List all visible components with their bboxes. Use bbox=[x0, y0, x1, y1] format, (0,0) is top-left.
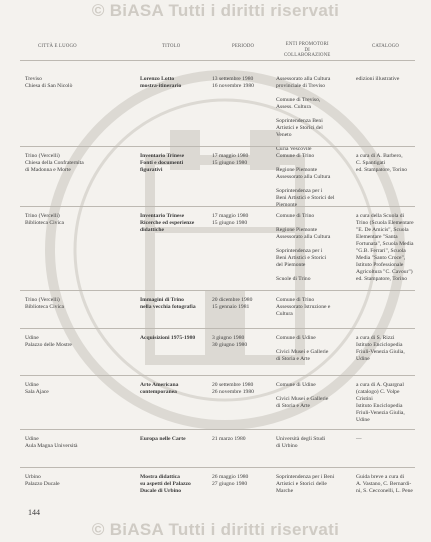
cell-catalog-line: Istituto Enciclopedia bbox=[356, 403, 403, 409]
cell-promoters-line: Piemonte bbox=[276, 202, 298, 208]
cell-promoters-line bbox=[276, 342, 328, 349]
cell-catalog bbox=[356, 213, 414, 283]
cell-period-line: 13 settembre 1980 bbox=[212, 76, 254, 82]
cell-title-line: Arte Americana bbox=[140, 382, 179, 388]
cell-title-line: Immagini di Trino bbox=[140, 297, 184, 303]
cell-title bbox=[140, 474, 191, 495]
cell-title-line: Fonti e documenti bbox=[140, 160, 184, 166]
cell-title bbox=[140, 76, 181, 90]
header-period: PERIODO bbox=[232, 44, 255, 49]
cell-city-line: Treviso bbox=[25, 76, 42, 82]
cell-promoters-line: Comune di Trino bbox=[276, 153, 315, 159]
cell-promoters-line: Regione Piemonte bbox=[276, 227, 318, 233]
row-rule bbox=[20, 206, 415, 207]
cell-promoters-line bbox=[276, 160, 334, 167]
cell-period-line: 26 maggio 1980 bbox=[212, 474, 249, 480]
cell-city bbox=[25, 213, 64, 227]
cell-catalog bbox=[356, 382, 405, 424]
cell-city bbox=[25, 153, 84, 174]
cell-period-line: 30 giugno 1980 bbox=[212, 342, 248, 348]
cell-promoters-line: Soprintendenza per i Beni bbox=[276, 474, 335, 480]
cell-title-line: Lorenzo Lotto bbox=[140, 76, 175, 82]
cell-city-line: Biblioteca Civica bbox=[25, 304, 64, 310]
cell-promoters-line: Artistici e Storici delle bbox=[276, 481, 327, 487]
cell-promoters bbox=[276, 382, 328, 410]
cell-promoters-line: Assess. Cultura bbox=[276, 104, 311, 110]
watermark-bottom: © BiASA Tutti i diritti riservati bbox=[91, 520, 340, 539]
cell-promoters-line: Comune di Trino bbox=[276, 297, 315, 303]
cell-promoters-line: di Storia e Arte bbox=[276, 356, 311, 362]
cell-title-line: Ricerche ed esperienze bbox=[140, 220, 195, 226]
cell-period-line: 17 maggio 1980 bbox=[212, 213, 249, 219]
cell-promoters-line: Soprintendenza per i bbox=[276, 248, 323, 254]
cell-promoters-line: Assessorato alla Cultura bbox=[276, 234, 331, 240]
cell-city-line: Palazzo Ducale bbox=[25, 481, 60, 487]
cell-period-line: 15 giugno 1980 bbox=[212, 160, 248, 166]
cell-promoters-line: Regione Piemonte bbox=[276, 167, 318, 173]
cell-promoters-line bbox=[276, 90, 330, 97]
cell-promoters bbox=[276, 335, 328, 363]
cell-title-line: nella vecchia fotografia bbox=[140, 304, 196, 310]
cell-promoters-line bbox=[276, 241, 330, 248]
cell-period bbox=[212, 436, 246, 443]
cell-period-line: 15 gennaio 1981 bbox=[212, 304, 250, 310]
cell-catalog-line: Guida breve a cura di bbox=[356, 474, 405, 480]
cell-promoters-line: Comune di Trino bbox=[276, 213, 315, 219]
cell-catalog-line: Udine bbox=[356, 356, 370, 362]
cell-catalog-line: Friuli-Venezia Giulia, bbox=[356, 410, 405, 416]
cell-promoters-line: di Storia e Arte bbox=[276, 403, 311, 409]
cell-title bbox=[140, 297, 196, 311]
cell-promoters-line: Università degli Studi bbox=[276, 436, 326, 442]
cell-catalog-line: Istituto Professionale bbox=[356, 262, 404, 268]
cell-catalog-line: "G.B. Ferrari", Scuola bbox=[356, 248, 406, 254]
cell-city bbox=[25, 76, 72, 90]
cell-catalog-line: Istituto Enciclopedia bbox=[356, 342, 403, 348]
cell-promoters-line: Beni Artistici e Storici bbox=[276, 255, 327, 261]
cell-period bbox=[212, 213, 248, 227]
cell-city-line: Urbino bbox=[25, 474, 41, 480]
cell-promoters-line: Veneto bbox=[276, 132, 292, 138]
cell-catalog-line: Trino (Scuola Elementare bbox=[356, 220, 414, 226]
cell-promoters bbox=[276, 297, 330, 318]
cell-title bbox=[140, 436, 186, 443]
cell-city-line: Udine bbox=[25, 436, 39, 442]
row-rule bbox=[20, 375, 415, 376]
cell-city-line: Trino (Vercelli) bbox=[25, 153, 60, 159]
cell-city-line: Palazzo delle Mostre bbox=[25, 342, 72, 348]
cell-promoters-line: Soprintendenza Beni bbox=[276, 118, 323, 124]
cell-city-line: Udine bbox=[25, 382, 39, 388]
cell-period-line: 20 dicembre 1980 bbox=[212, 297, 253, 303]
cell-promoters-line: Curia Vescovile bbox=[276, 146, 312, 152]
header-city: CITTÀ E LUOGO bbox=[38, 44, 77, 49]
cell-promoters-line: di Urbino bbox=[276, 443, 298, 449]
cell-period bbox=[212, 76, 254, 90]
cell-catalog-line: ed. Stampatore, Torino bbox=[356, 276, 408, 282]
cell-catalog-line: ni, S. Cecconelli, L. Pene bbox=[356, 488, 413, 494]
cell-promoters bbox=[276, 436, 325, 450]
cell-promoters bbox=[276, 213, 330, 283]
cell-promoters-line: Comune di Udine bbox=[276, 335, 316, 341]
cell-title-line: Acquisizioni 1975-1980 bbox=[140, 335, 196, 341]
header-promoters-line: COLLABORAZIONE bbox=[284, 53, 331, 58]
cell-period bbox=[212, 297, 252, 311]
cell-period-line: 17 maggio 1980 bbox=[212, 153, 249, 159]
cell-title-line: Inventario Trinese bbox=[140, 153, 185, 159]
cell-city-line: Aula Magna Università bbox=[25, 443, 78, 449]
cell-city-line: Sala Ajace bbox=[25, 389, 49, 395]
row-rule bbox=[20, 146, 415, 147]
cell-title-line: su aspetti del Palazzo bbox=[140, 481, 191, 487]
cell-catalog-line: Fortunata", Scuola Media bbox=[356, 241, 414, 247]
cell-period-line: 16 novembre 1980 bbox=[212, 83, 254, 89]
cell-catalog-line: edizioni illustrative bbox=[356, 76, 400, 82]
cell-catalog-line: Media "Santo Croce", bbox=[356, 255, 406, 261]
cell-period bbox=[212, 335, 247, 349]
cell-title-line: figurativi bbox=[140, 167, 163, 173]
cell-promoters-line bbox=[276, 220, 330, 227]
cell-city-line: Biblioteca Civica bbox=[25, 220, 64, 226]
cell-promoters-line: Beni Artistici e Storici del bbox=[276, 195, 335, 201]
cell-city bbox=[25, 335, 72, 349]
cell-promoters-line: del Piemonte bbox=[276, 262, 306, 268]
cell-period bbox=[212, 474, 248, 488]
cell-title-line: Mostra didattica bbox=[140, 474, 180, 480]
cell-title bbox=[140, 382, 178, 396]
header-title: TITOLO bbox=[162, 44, 181, 49]
cell-catalog-line: "E. De Amicis", Scuola bbox=[356, 227, 409, 233]
row-rule bbox=[20, 467, 415, 468]
cell-city-line: Chiesa di San Nicolò bbox=[25, 83, 73, 89]
cell-catalog-line: A. Vastano, C. Bernardi- bbox=[356, 481, 412, 487]
row-rule bbox=[20, 290, 415, 291]
cell-title bbox=[140, 153, 184, 174]
cell-promoters-line: Soprintendenza per i bbox=[276, 188, 323, 194]
cell-city-line: di Madonna e Morte bbox=[25, 167, 71, 173]
cell-catalog-line: ed. Stampatore, Torino bbox=[356, 167, 408, 173]
header-rule bbox=[20, 60, 415, 61]
cell-title-line: mostra-itinerario bbox=[140, 83, 182, 89]
cell-promoters-line: Scuole di Trino bbox=[276, 276, 311, 282]
cell-promoters-line: Assessorato alla Cultura bbox=[276, 76, 331, 82]
cell-catalog bbox=[356, 436, 362, 443]
watermark-top: © BiASA Tutti i diritti riservati bbox=[91, 1, 340, 20]
cell-promoters-line bbox=[276, 269, 330, 276]
cell-city-line: Chiesa della Confraternita bbox=[25, 160, 84, 166]
page-number: 144 bbox=[28, 508, 40, 517]
cell-promoters bbox=[276, 474, 334, 495]
cell-catalog-line: Elementare "Santa bbox=[356, 234, 398, 240]
cell-promoters-line bbox=[276, 111, 330, 118]
cell-catalog-line: a cura di A. Quargnal bbox=[356, 382, 404, 388]
cell-period-line: 3 giugno 1980 bbox=[212, 335, 245, 341]
cell-title-line: Inventario Trinese bbox=[140, 213, 185, 219]
cell-promoters-line: provinciale di Treviso bbox=[276, 83, 326, 89]
cell-period-line: 21 marzo 1980 bbox=[212, 436, 246, 442]
cell-catalog-line: Udine bbox=[356, 417, 370, 423]
cell-period-line: 15 giugno 1980 bbox=[212, 220, 248, 226]
cell-period bbox=[212, 382, 254, 396]
row-rule bbox=[20, 429, 415, 430]
cell-city bbox=[25, 436, 78, 450]
cell-title-line: Ducale di Urbino bbox=[140, 488, 182, 494]
cell-catalog bbox=[356, 153, 407, 174]
cell-period-line: 26 novembre 1980 bbox=[212, 389, 254, 395]
cell-title-line: contemporanea bbox=[140, 389, 177, 395]
cell-catalog-line: C. Spantigati bbox=[356, 160, 386, 166]
cell-catalog bbox=[356, 335, 405, 363]
cell-promoters-line: Assessorato Istruzione e bbox=[276, 304, 331, 310]
cell-promoters-line bbox=[276, 389, 328, 396]
header-promoters-line: DI bbox=[304, 47, 310, 53]
cell-city bbox=[25, 382, 49, 396]
header-promoters bbox=[284, 42, 331, 59]
cell-city bbox=[25, 474, 60, 488]
cell-catalog-line: (catalogo) C. Volpe bbox=[356, 389, 400, 395]
cell-title-line: didattiche bbox=[140, 227, 164, 233]
cell-city-line: Udine bbox=[25, 335, 39, 341]
cell-promoters-line: Artistici e Storici del bbox=[276, 125, 323, 131]
cell-catalog-line: Friuli-Venezia Giulia, bbox=[356, 349, 405, 355]
header-promoters-line: ENTI PROMOTORI bbox=[285, 42, 329, 47]
cell-catalog-line: a cura di A. Barbero, bbox=[356, 153, 403, 159]
cell-period-line: 20 settembre 1980 bbox=[212, 382, 254, 388]
cell-promoters-line: Assessorato alla Cultura bbox=[276, 174, 331, 180]
cell-promoters-line: Marche bbox=[276, 488, 294, 494]
cell-city-line: Trino (Vercelli) bbox=[25, 213, 60, 219]
cell-catalog-line: Cristini bbox=[356, 396, 373, 402]
cell-title-line: Europa nelle Carte bbox=[140, 436, 186, 442]
cell-promoters-line: Comune di Udine bbox=[276, 382, 316, 388]
cell-promoters bbox=[276, 153, 334, 209]
cell-city-line: Trino (Vercelli) bbox=[25, 297, 60, 303]
cell-period-line: 27 giugno 1980 bbox=[212, 481, 248, 487]
cell-catalog-line: — bbox=[356, 436, 362, 442]
cell-catalog bbox=[356, 76, 399, 83]
cell-catalog-line: Agricoltura "C. Cavour") bbox=[356, 269, 413, 275]
cell-title bbox=[140, 213, 194, 234]
cell-promoters-line: Cultura bbox=[276, 311, 293, 317]
cell-catalog-line: a cura della Scuola di bbox=[356, 213, 405, 219]
cell-promoters-line: Comune di Treviso, bbox=[276, 97, 321, 103]
cell-catalog-line: a cura di S. Rizzi bbox=[356, 335, 395, 341]
cell-title bbox=[140, 335, 195, 342]
cell-city bbox=[25, 297, 64, 311]
cell-period bbox=[212, 153, 248, 167]
row-rule bbox=[20, 328, 415, 329]
cell-promoters bbox=[276, 76, 330, 153]
cell-catalog bbox=[356, 474, 413, 495]
cell-promoters-line bbox=[276, 139, 330, 146]
cell-promoters-line bbox=[276, 181, 334, 188]
header-catalog: CATALOGO bbox=[372, 44, 400, 49]
cell-promoters-line: Civici Musei e Gallerie bbox=[276, 349, 329, 355]
cell-promoters-line: Civici Musei e Gallerie bbox=[276, 396, 329, 402]
